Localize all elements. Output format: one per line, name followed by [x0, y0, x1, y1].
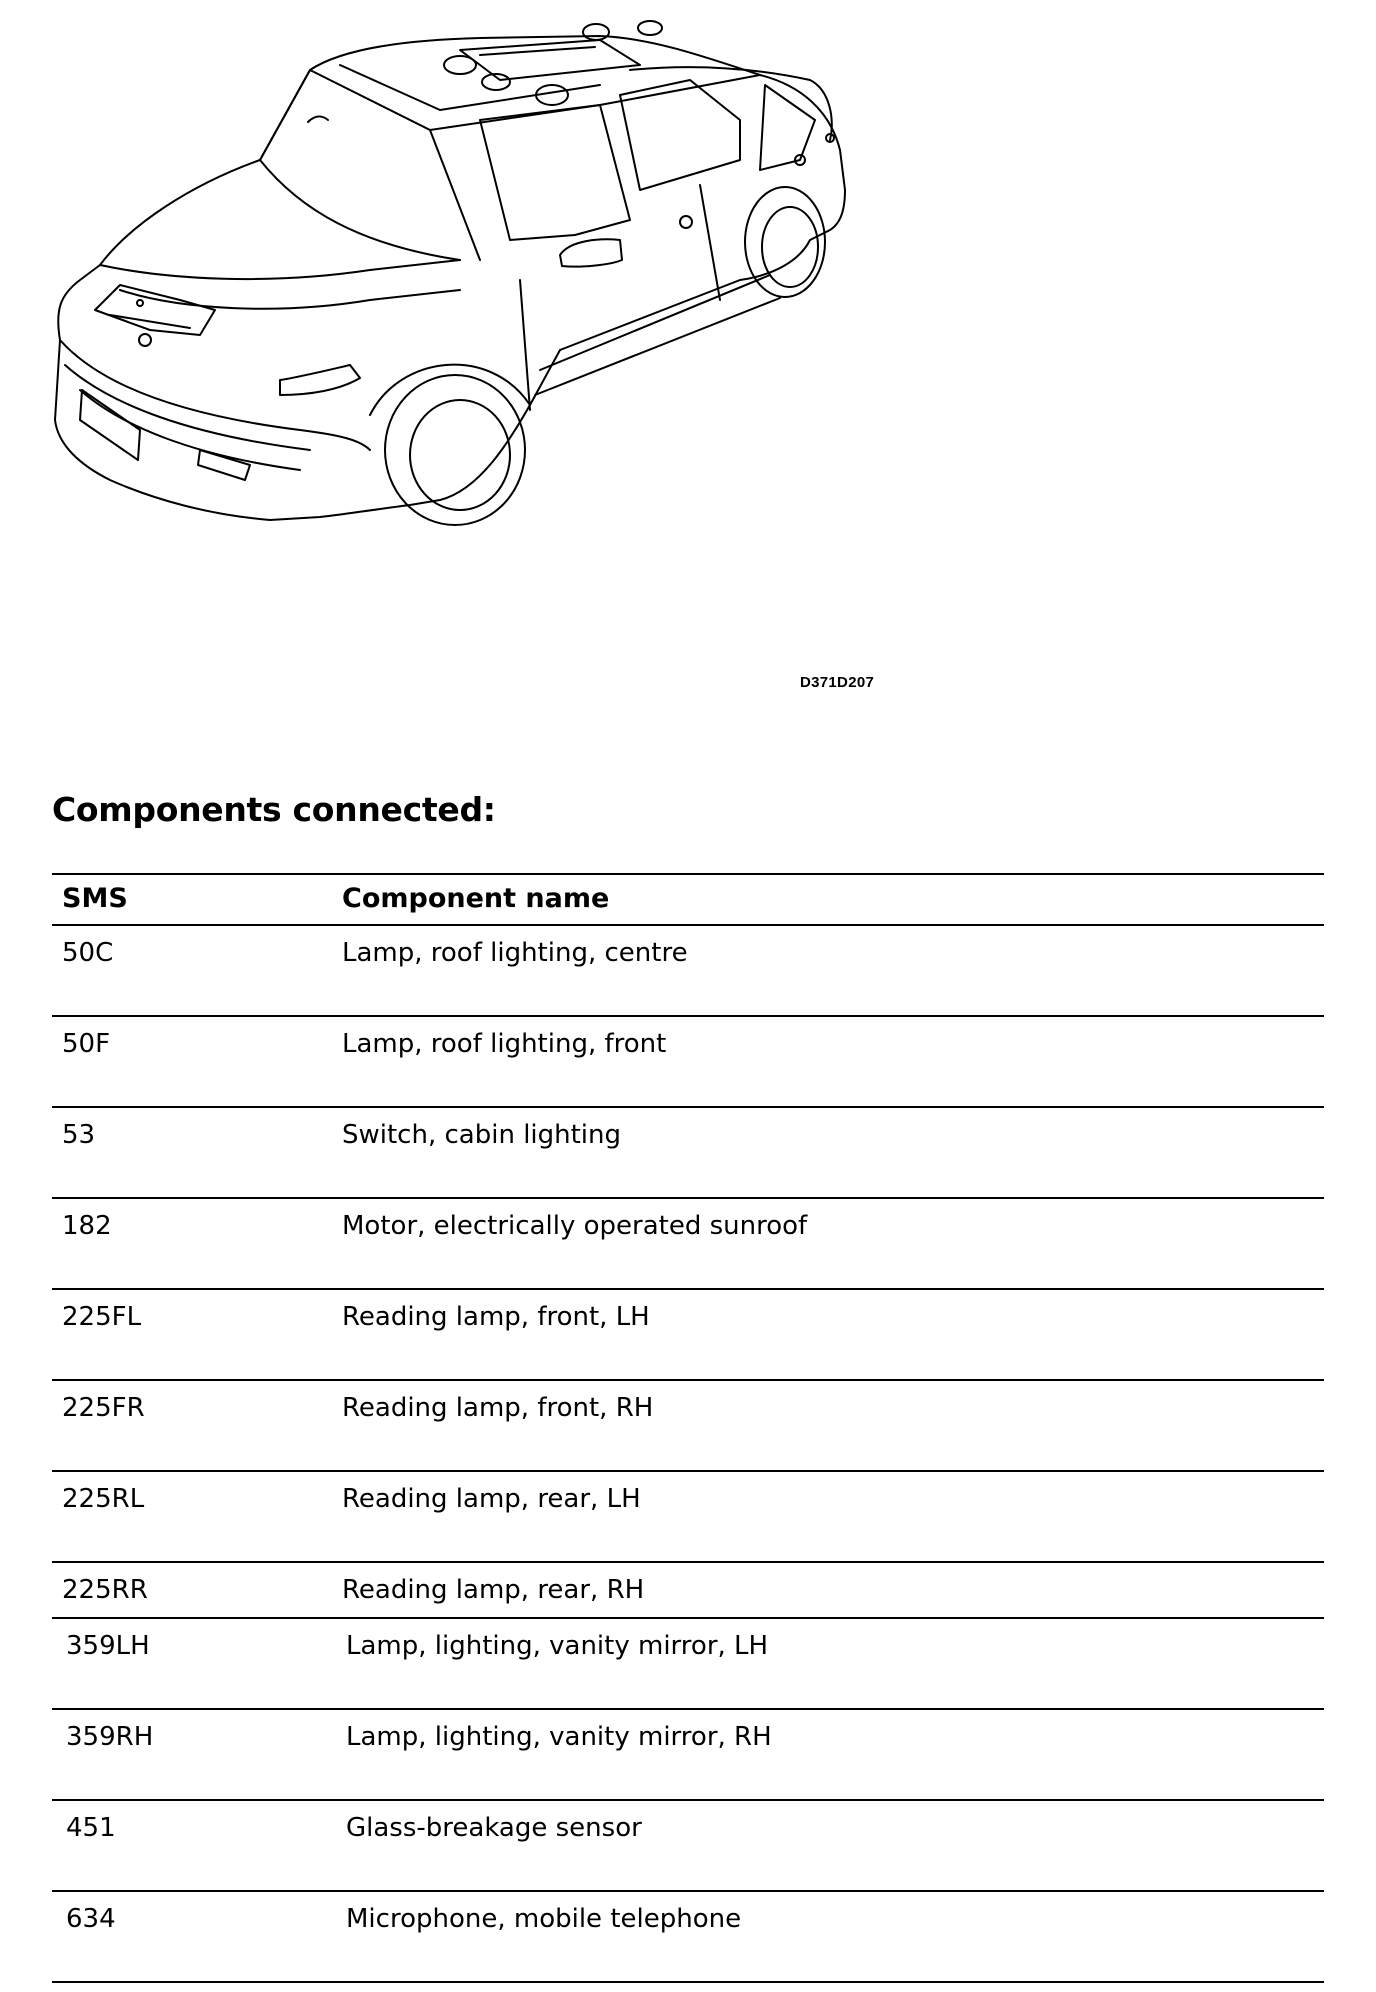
table-row	[52, 1563, 1324, 1619]
car-roof-lighting-illustration	[40, 10, 870, 540]
component-name: Microphone, mobile telephone	[346, 1904, 742, 1934]
component-name: Motor, electrically operated sunroof	[342, 1211, 808, 1241]
table-row	[52, 1472, 1324, 1563]
component-name: Reading lamp, rear, LH	[342, 1484, 641, 1514]
sms-code: 225FR	[62, 1393, 145, 1423]
sms-code: 225RL	[62, 1484, 145, 1514]
component-name: Lamp, roof lighting, centre	[342, 938, 688, 968]
table-row	[52, 1108, 1324, 1199]
sms-code: 50C	[62, 938, 114, 968]
table-row	[52, 926, 1324, 1017]
header-component-name: Component name	[342, 883, 610, 914]
components-table	[52, 873, 1324, 1983]
sms-code: 634	[66, 1904, 116, 1934]
sms-code: 359LH	[66, 1631, 150, 1661]
component-name: Reading lamp, front, RH	[342, 1393, 654, 1423]
sms-code: 53	[62, 1120, 96, 1150]
header-sms: SMS	[62, 883, 128, 914]
table-row	[52, 1710, 1324, 1801]
sms-code: 50F	[62, 1029, 111, 1059]
sms-code: 451	[66, 1813, 116, 1843]
component-name: Reading lamp, rear, RH	[342, 1575, 645, 1605]
table-header-row	[52, 875, 1324, 926]
sms-code: 225FL	[62, 1302, 142, 1332]
component-name: Lamp, roof lighting, front	[342, 1029, 667, 1059]
section-title: Components connected:	[52, 790, 496, 829]
sms-code: 359RH	[66, 1722, 154, 1752]
table-row	[52, 1017, 1324, 1108]
figure-code: D371D207	[800, 674, 875, 691]
sms-code: 225RR	[62, 1575, 148, 1605]
component-name: Lamp, lighting, vanity mirror, RH	[346, 1722, 772, 1752]
table-row	[52, 1290, 1324, 1381]
table-row	[52, 1199, 1324, 1290]
component-name: Lamp, lighting, vanity mirror, LH	[346, 1631, 769, 1661]
component-name: Switch, cabin lighting	[342, 1120, 622, 1150]
table-row	[52, 1381, 1324, 1472]
sms-code: 182	[62, 1211, 112, 1241]
component-name: Glass-breakage sensor	[346, 1813, 642, 1843]
table-row	[52, 1892, 1324, 1983]
component-name: Reading lamp, front, LH	[342, 1302, 650, 1332]
table-row	[52, 1801, 1324, 1892]
table-row	[52, 1619, 1324, 1710]
